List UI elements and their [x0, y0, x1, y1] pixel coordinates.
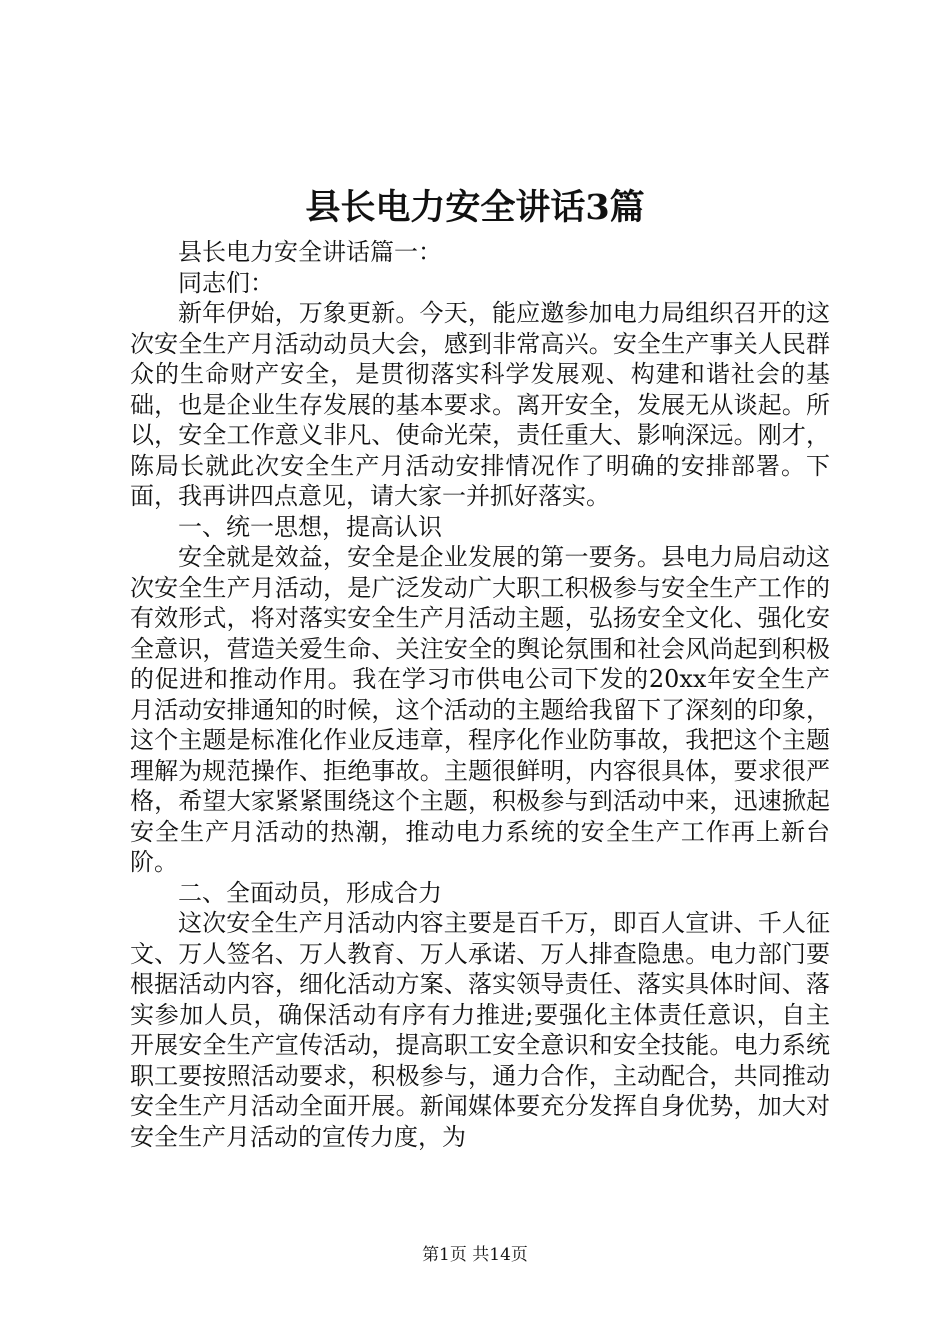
- section-heading: 县长电力安全讲话篇一：: [178, 238, 442, 266]
- document-title: 县长电力安全讲话3篇: [305, 187, 645, 228]
- paragraph: 这次安全生产月活动内容主要是百千万，即百人宣讲、千人征文、万人签名、万人教育、万人承诺、万人排查隐患。电力部门要根据活动内容，细化活动方案、落实领导责任、落实具体时间、落实参加人员，确保活动有序有力推进;要强化主体责任意识，自主开展安全生产宣传活动，提高职工安全意识和安全技能。电力系统职工要按照活动要求，积极参与，通力合作，主动配合，共同推动安全生产月活动全面开展。新闻媒体要充分发挥自身优势，加大对安全生产月活动的宣传力度，为: [130, 909, 830, 1151]
- salutation: 同志们：: [178, 268, 274, 297]
- point-heading: 二、全面动员，形成合力: [178, 878, 442, 907]
- paragraph: 安全就是效益，安全是企业发展的第一要务。县电力局启动这次安全生产月活动，是广泛发动广大职工积极参与安全生产工作的有效形式，将对落实安全生产月活动主题，弘扬安全文化、强化安全意识，营造关爱生命、关注安全的舆论氛围和社会风尚起到积极的促进和推动作用。我在学习市供电公司下发的20xx年安全生产月活动安排通知的时候，这个活动的主题给我留下了深刻的印象，这个主题是标准化作业反违章，程序化作业防事故，我把这个主题理解为规范操作、拒绝事故。主题很鲜明，内容很具体，要求很严格，希望大家紧紧围绕这个主题，积极参与到活动中来，迅速掀起安全生产月活动的热潮，推动电力系统的安全生产工作再上新台阶。: [130, 543, 830, 876]
- paragraph: 新年伊始，万象更新。今天，能应邀参加电力局组织召开的这次安全生产月活动动员大会，感到非常高兴。安全生产事关人民群众的生命财产安全，是贯彻落实科学发展观、构建和谐社会的基础，也是企业生存发展的基本要求。离开安全，发展无从谈起。所以，安全工作意义非凡、使命光荣，责任重大、影响深远。刚才，陈局长就此次安全生产月活动安排情况作了明确的安排部署。下面，我再讲四点意见，请大家一并抓好落实。: [130, 299, 830, 510]
- point-heading: 一、统一思想，提高认识: [178, 512, 442, 541]
- page-number: 第1页 共14页: [422, 1245, 528, 1265]
- document-body: [130, 237, 830, 1152]
